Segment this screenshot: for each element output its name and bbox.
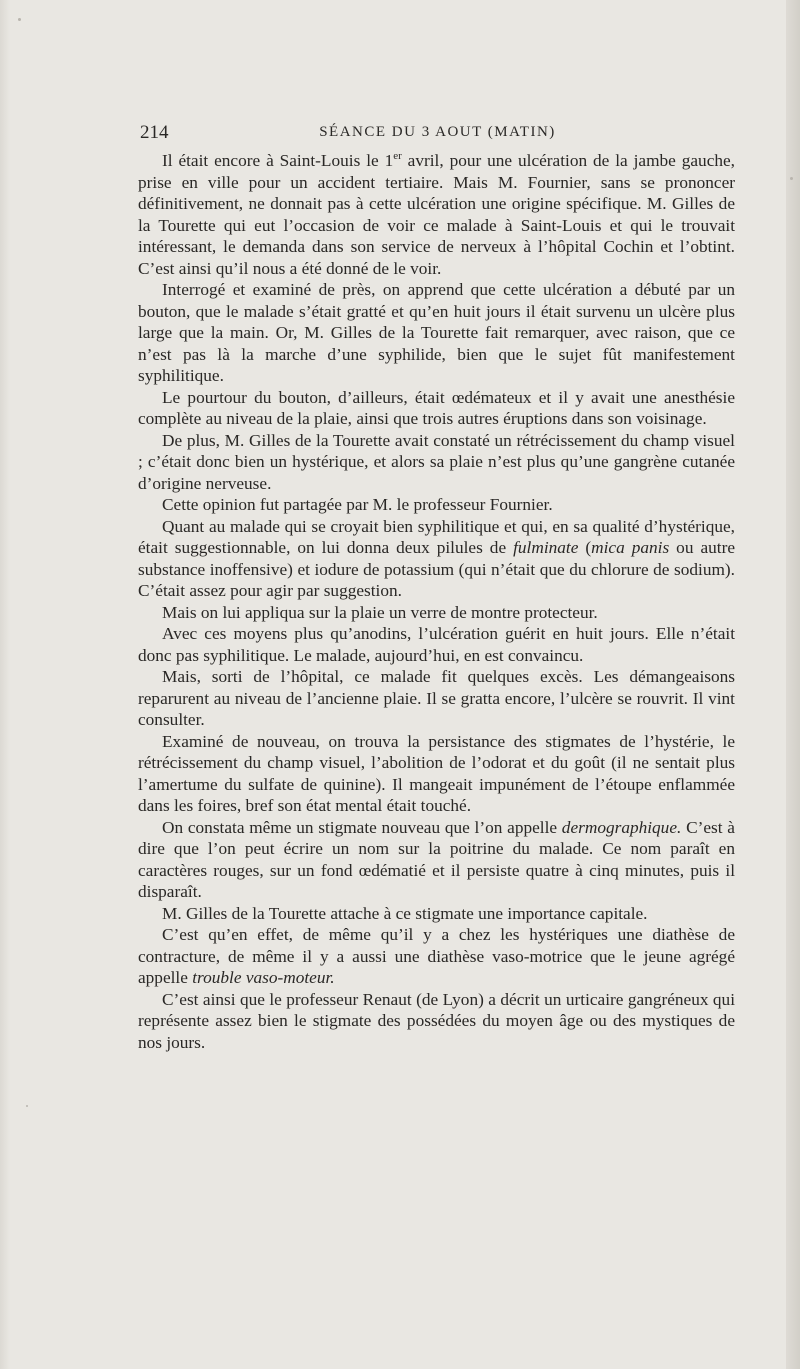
paragraph: De plus, M. Gilles de la Tourette avait constaté un rétrécissement du champ visuel ; c’était donc bien un hystérique, et alors sa plaie n’est plus qu’une gangrène cutanée d’origine nerveuse. — [138, 430, 735, 493]
paragraph: Interrogé et examiné de près, on apprend que cette ulcération a débuté par un bouton, que le malade s’était gratté et qu’en huit jours il était survenu un ulcère plus large que la main. Or, M. Gilles de la Tourette fait remarquer, avec raison, que ce n’est pas là la marche d’une syphilide, bien que le sujet fût manifestement syphilitique. — [138, 280, 735, 385]
superscript: er — [393, 150, 402, 163]
body-text — [138, 150, 735, 1053]
paragraph: Cette opinion fut partagée par M. le professeur Fournier. — [162, 495, 553, 514]
page-right-edge — [786, 0, 800, 1369]
text-run: On constata même un stigmate nouveau que l’on appelle — [162, 817, 562, 837]
text-run: C’est qu’en effet, de même qu’il y a chez les hystériques une diathèse de contracture, de même il y a aussi une diathèse vaso-motrice que le jeune agrégé appelle — [138, 925, 735, 987]
italic-term: mica panis — [591, 538, 670, 557]
text-run: ou autre substance inoffensive) et iodure de potassium (qui n’était que du chlorure de sodium). C’était assez pour agir par suggestion. — [138, 538, 735, 600]
text-run: ( — [578, 538, 592, 557]
italic-term: fulminate — [513, 538, 579, 557]
paragraph: Avec ces moyens plus qu’anodins, l’ulcération guérit en huit jours. Elle n’était donc pas syphilitique. Le malade, aujourd’hui, en est convaincu. — [138, 624, 735, 665]
page-number: 214 — [140, 122, 169, 143]
text-run: Il était encore à Saint-Louis le 1 — [162, 151, 394, 170]
italic-term: trouble vaso-moteur. — [192, 968, 335, 987]
paragraph: Mais on lui appliqua sur la plaie un verre de montre protecteur. — [162, 602, 598, 622]
page-header — [140, 122, 735, 152]
text-run: avril, pour une ulcération de la jambe gauche, prise en ville pour un accident tertiaire. Mais M. Fournier, sans se prononcer définitivement, ne donnait pas à cette ulcération une origine spécifique. M. Gilles de la Tourette qui eut l’occasion de voir ce malade à Saint-Louis et qui le trouvait intéressant, le demanda dans son service de nerveux à l’hôpital Cochin et l’obtint. C’est ainsi qu’il nous a été donné de le voir. — [138, 151, 735, 278]
text-run: Quant au malade qui se croyait bien syphilitique et qui, en sa qualité d’hystérique, était suggestionnable, on lui donna deux pilules de — [138, 516, 735, 557]
page-left-shadow — [0, 0, 10, 1369]
text-run: C’est à dire que l’on peut écrire un nom sur la poitrine du malade. Ce nom paraît en caractères rouges, sur un fond œdématié et il persiste quatre à cinq minutes, puis il disparaît. — [138, 817, 735, 901]
running-head: SÉANCE DU 3 AOUT (MATIN) — [319, 124, 556, 140]
paragraph: Mais, sorti de l’hôpital, ce malade fit quelques excès. Les démangeaisons reparurent au niveau de l’ancienne plaie. Il se gratta encore, l’ulcère se rouvrit. Il vint consulter. — [138, 667, 735, 729]
paragraph — [138, 516, 735, 602]
paper-speck — [790, 177, 793, 180]
paper-speck — [18, 18, 21, 21]
italic-term: dermographique. — [561, 817, 682, 837]
paragraph — [138, 924, 735, 989]
paper-speck — [26, 1105, 28, 1107]
paragraph: Examiné de nouveau, on trouva la persistance des stigmates de l’hystérie, le rétrécissement du champ visuel, l’abolition de l’odorat et du goût (il ne sentait plus l’amertume du sulfate de quinine). Il mangeait impunément de l’étoupe enflammée dans les foires, bref son état mental était touché. — [138, 731, 735, 815]
paragraph: C’est ainsi que le professeur Renaut (de Lyon) a décrit un urticaire gangréneux qui représente assez bien le stigmate des possédées du moyen âge ou des mystiques de nos jours. — [138, 989, 735, 1052]
paragraph: Le pourtour du bouton, d’ailleurs, était œdémateux et il y avait une anesthésie complète au niveau de la plaie, ainsi que trois autres éruptions dans son voisinage. — [138, 387, 735, 428]
paragraph — [138, 150, 735, 279]
paragraph: M. Gilles de la Tourette attache à ce stigmate une importance capitale. — [162, 903, 648, 923]
paragraph — [138, 817, 735, 903]
